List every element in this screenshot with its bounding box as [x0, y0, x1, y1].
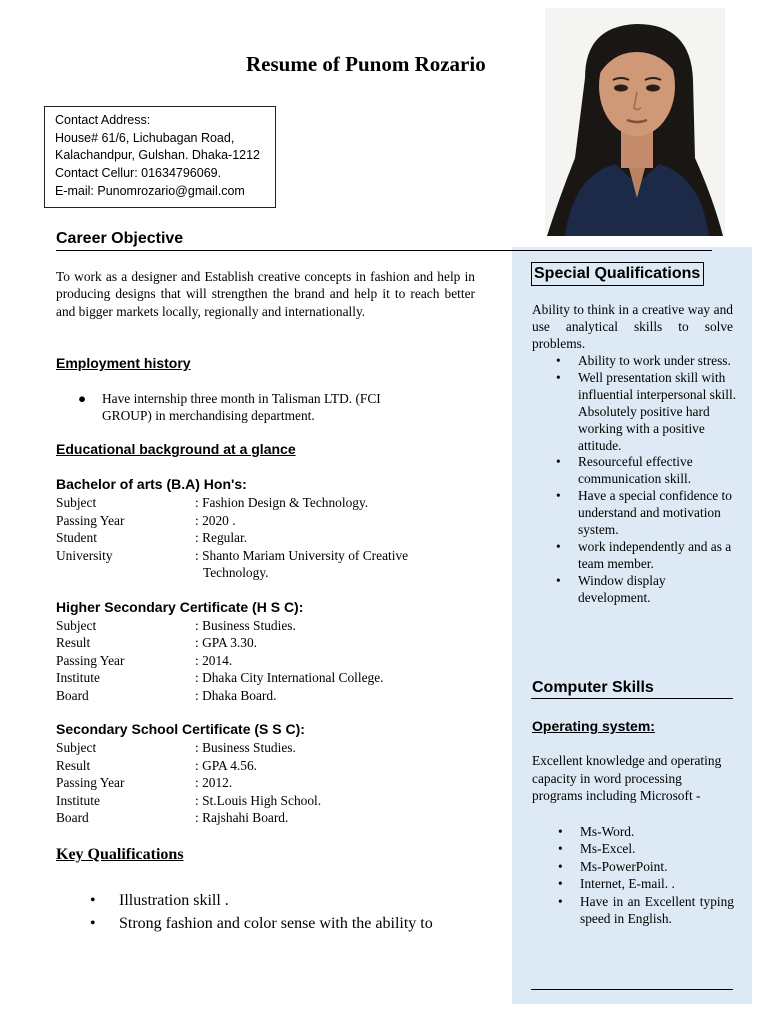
row-value: : 2020 .	[195, 513, 236, 528]
row-value: : Dhaka Board.	[195, 688, 277, 703]
employment-heading: Employment history	[56, 355, 191, 371]
key-qualifications-list	[90, 889, 433, 935]
list-item: • Ability to work under stress.	[578, 353, 738, 370]
list-item-text: Illustration skill .	[119, 892, 229, 909]
row-key: Board	[56, 688, 89, 703]
row-value: : St.Louis High School.	[195, 793, 322, 808]
row-key: Passing Year	[56, 653, 125, 668]
computer-divider	[531, 698, 733, 699]
bullet-icon: •	[90, 892, 96, 909]
row-value: : 2012.	[195, 775, 233, 790]
row-value: : Rajshahi Board.	[195, 810, 289, 825]
portrait-photo-icon	[545, 8, 725, 236]
row-key: Passing Year	[56, 775, 125, 790]
list-item: • Resourceful effective communication skill.	[578, 454, 738, 488]
contact-line: House# 61/6, Lichubagan Road,	[55, 130, 235, 145]
computer-intro: Excellent knowledge and operating capacity in word processing programs including Microsoft -	[532, 753, 722, 804]
row-key: Student	[56, 530, 97, 545]
computer-list	[580, 823, 734, 927]
list-item: • Ms-PowerPoint.	[580, 858, 734, 875]
list-item: • Well presentation skill with influential interpersonal skill. Absolutely positive hard working with a positive attitude.	[578, 370, 738, 455]
resume-title: Resume of Punom Rozario	[246, 52, 486, 76]
computer-skills-heading: Computer Skills	[532, 679, 654, 696]
career-divider	[56, 250, 712, 251]
special-qualifications-heading: Special Qualifications	[531, 262, 704, 286]
career-objective-heading: Career Objective	[56, 230, 184, 247]
ssc-heading: Secondary School Certificate (S S C):	[56, 721, 305, 737]
row-value: : 2014.	[195, 653, 233, 668]
row-value: : Fashion Design & Technology.	[195, 495, 369, 510]
row-value: : Business Studies.	[195, 740, 296, 755]
bottom-divider	[531, 989, 733, 990]
list-item: • Internet, E-mail. .	[580, 875, 734, 892]
contact-line: Kalachandpur, Gulshan. Dhaka-1212	[55, 148, 261, 163]
employment-item	[78, 390, 382, 425]
row-key: Passing Year	[56, 513, 125, 528]
key-qualifications-heading: Key Qualifications	[56, 846, 184, 863]
row-key: Subject	[56, 740, 97, 755]
portrait-photo	[545, 8, 725, 236]
special-intro: Ability to think in a creative way and use analytical skills to solve problems.	[532, 302, 733, 351]
contact-line: E-mail: Punomrozario@gmail.com	[55, 183, 245, 198]
list-item: • Window display development.	[578, 573, 738, 607]
contact-box	[44, 106, 276, 208]
row-key: University	[56, 548, 113, 563]
bullet-icon: •	[90, 915, 96, 932]
row-value-cont: Technology.	[203, 565, 269, 580]
row-key: Subject	[56, 618, 97, 633]
row-value: : GPA 4.56.	[195, 758, 258, 773]
career-objective-text: To work as a designer and Establish creative concepts in fashion and help in producing designs that will strengthen the brand and help it to reach better and bigger markets locally, regionally and internationally.	[56, 269, 475, 319]
row-value: : Dhaka City International College.	[195, 670, 384, 685]
row-key: Institute	[56, 670, 100, 685]
list-item: • work independently and as a team member.	[578, 539, 738, 573]
hsc-heading: Higher Secondary Certificate (H S C):	[56, 599, 304, 615]
list-item: • Ms-Excel.	[580, 840, 734, 857]
list-item: • Ms-Word.	[580, 823, 734, 840]
row-key: Result	[56, 635, 91, 650]
education-heading: Educational background at a glance	[56, 441, 296, 457]
row-key: Result	[56, 758, 91, 773]
row-key: Subject	[56, 495, 97, 510]
list-item: • Have a special confidence to understand and motivation system.	[578, 488, 738, 539]
row-key: Board	[56, 810, 89, 825]
row-value: : Business Studies.	[195, 618, 296, 633]
row-value: : Shanto Mariam University of Creative	[195, 548, 409, 563]
contact-line: Contact Cellur: 01634796069.	[55, 166, 222, 181]
ba-heading: Bachelor of arts (B.A) Hon's:	[56, 476, 247, 492]
bullet-icon: ●	[78, 391, 87, 406]
row-key: Institute	[56, 793, 100, 808]
list-item: • Have in an Excellent typing speed in English.	[580, 893, 734, 928]
list-item	[90, 912, 433, 935]
row-value: : Regular.	[195, 530, 248, 545]
list-item	[90, 889, 433, 912]
special-list	[578, 353, 738, 607]
os-heading: Operating system:	[532, 718, 655, 734]
list-item-text: Strong fashion and color sense with the ability to	[119, 915, 433, 932]
row-value: : GPA 3.30.	[195, 635, 258, 650]
contact-line: Contact Address:	[55, 113, 151, 127]
employment-text: Have internship three month in Talisman LTD. (FCI GROUP) in merchandising department.	[102, 391, 381, 424]
